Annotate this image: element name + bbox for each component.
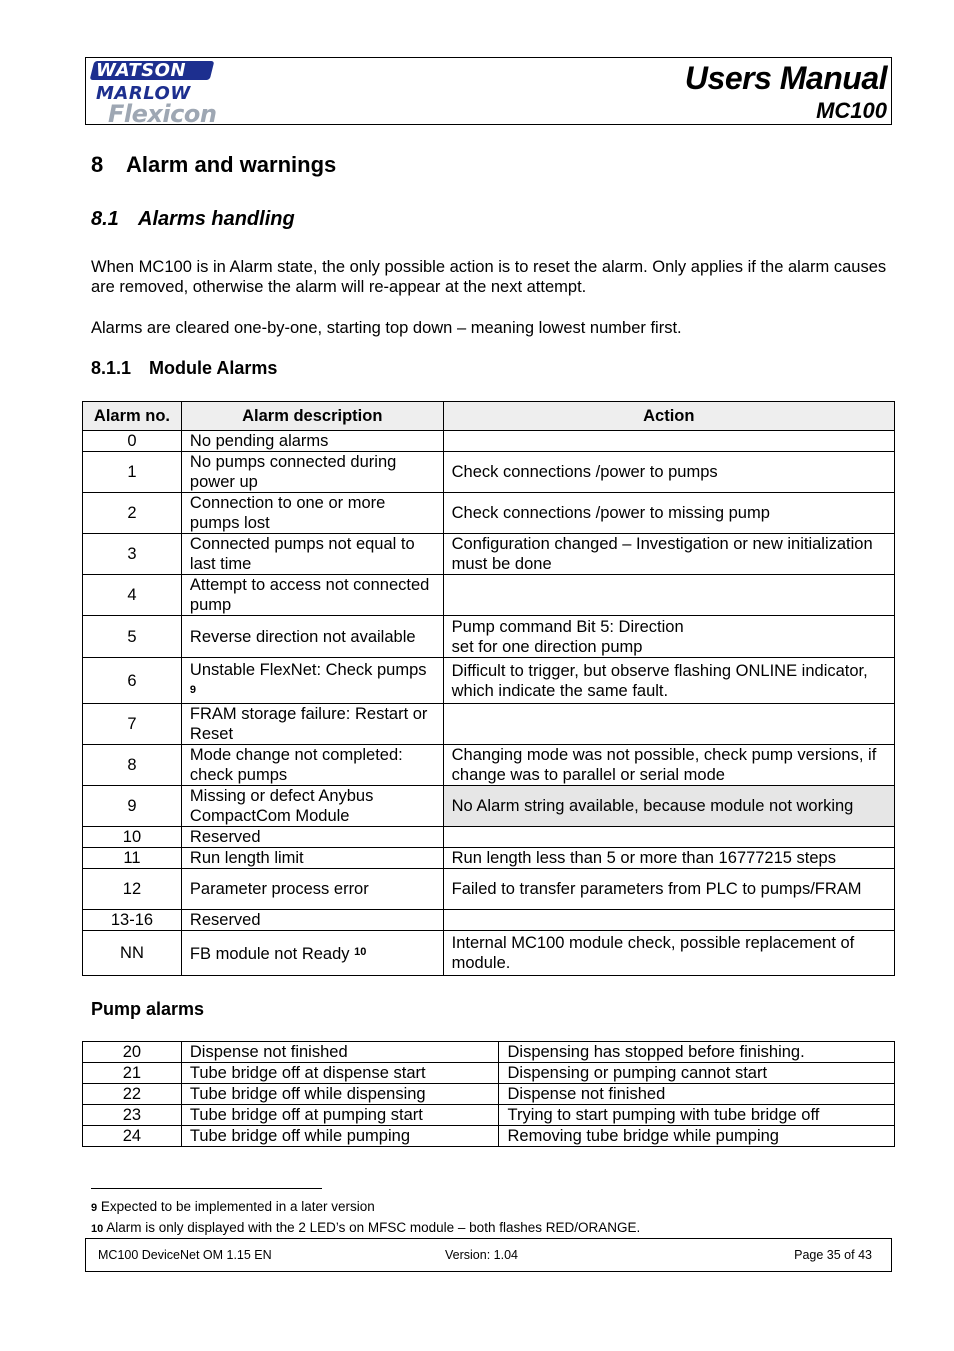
alarm-action-cell: Failed to transfer parameters from PLC to pumps/FRAM: [443, 869, 894, 910]
alarm-number-cell: 11: [83, 848, 182, 869]
alarm-action-cell: [443, 431, 894, 452]
document-id: MC100 DeviceNet OM 1.15 EN: [98, 1248, 272, 1262]
alarm-description-cell: FRAM storage failure: Restart or Reset: [181, 704, 443, 745]
alarm-action-cell: Check connections /power to missing pump: [443, 493, 894, 534]
footnote-9: 9 Expected to be implemented in a later version: [91, 1199, 375, 1214]
alarm-action-cell: Changing mode was not possible, check pump versions, if change was to parallel or serial mode: [443, 745, 894, 786]
column-header: Alarm description: [181, 402, 443, 431]
watson-marlow-flexicon-logo: WATSON MARLOW Flexicon: [90, 60, 220, 124]
manual-subtitle: MC100: [816, 98, 887, 123]
alarm-action-cell: [443, 575, 894, 616]
alarm-action-cell: Dispensing has stopped before finishing.: [499, 1042, 895, 1063]
alarm-action-cell: Dispense not finished: [499, 1084, 895, 1105]
subsection-heading: 8.1 Alarms handling: [91, 208, 295, 230]
alarm-number-cell: NN: [83, 931, 182, 976]
section-heading: 8 Alarm and warnings: [91, 152, 337, 177]
alarm-description-cell: Attempt to access not connected pump: [181, 575, 443, 616]
pump-alarms-table: [82, 1041, 895, 1147]
alarm-description-cell: FB module not Ready $^{10}$: [181, 931, 443, 976]
alarm-description-cell: Reverse direction not available: [181, 616, 443, 658]
table-row: [83, 910, 895, 931]
alarm-action-cell: Configuration changed – Investigation or new initialization must be done: [443, 534, 894, 575]
alarm-action-cell: Trying to start pumping with tube bridge off: [499, 1105, 895, 1126]
alarm-action-cell: Internal MC100 module check, possible replacement of module.: [443, 931, 894, 976]
alarm-description-cell: Unstable FlexNet: Check pumps $^9$: [181, 658, 443, 704]
alarm-description-cell: Tube bridge off while dispensing: [181, 1084, 499, 1105]
alarm-number-cell: 22: [83, 1084, 182, 1105]
module-alarms-heading: 8.1.1 Module Alarms: [91, 358, 278, 378]
footnote-ref: 9: [189, 683, 197, 696]
table-row: [83, 827, 895, 848]
page-header: [85, 57, 892, 128]
clear-order-paragraph: Alarms are cleared one-by-one, starting top down – meaning lowest number first.: [91, 319, 682, 337]
alarm-action-cell: [443, 704, 894, 745]
alarm-number-cell: 23: [83, 1105, 182, 1126]
alarm-description-cell: Parameter process error: [181, 869, 443, 910]
table-row: [83, 1084, 895, 1105]
alarm-description-cell: Dispense not finished: [181, 1042, 499, 1063]
table-row: [83, 658, 895, 704]
table-row: [83, 704, 895, 745]
table-row: [83, 1105, 895, 1126]
alarm-action-cell: Run length less than 5 or more than 16777215 steps: [443, 848, 894, 869]
alarm-description-cell: No pending alarms: [181, 431, 443, 452]
alarm-number-cell: 9: [83, 786, 182, 827]
table-row: [83, 745, 895, 786]
table-row: [83, 869, 895, 910]
alarm-number-cell: 12: [83, 869, 182, 910]
pump-alarms-heading: Pump alarms: [91, 999, 205, 1019]
alarm-number-cell: 5: [83, 616, 182, 658]
module-alarms-table: [82, 401, 895, 976]
alarm-number-cell: 6: [83, 658, 182, 704]
alarm-number-cell: 20: [83, 1042, 182, 1063]
table-row: [83, 848, 895, 869]
footnote-divider: [91, 1188, 322, 1189]
page-footer: [85, 1238, 892, 1272]
alarm-description-cell: Mode change not completed: check pumps: [181, 745, 443, 786]
alarm-number-cell: 13-16: [83, 910, 182, 931]
alarm-number-cell: 24: [83, 1126, 182, 1147]
page-number: Page 35 of 43: [794, 1248, 872, 1262]
alarm-number-cell: 10: [83, 827, 182, 848]
table-row: [83, 431, 895, 452]
table-row: [83, 1126, 895, 1147]
table-row: [83, 616, 895, 658]
alarm-action-cell: Dispensing or pumping cannot start: [499, 1063, 895, 1084]
alarm-description-cell: Tube bridge off at dispense start: [181, 1063, 499, 1084]
column-header: Alarm no.: [83, 402, 182, 431]
table-header-row: [83, 402, 895, 431]
alarm-action-cell: [443, 910, 894, 931]
table-row: [83, 786, 895, 827]
manual-title: Users Manual: [684, 60, 887, 96]
alarm-action-cell: Removing tube bridge while pumping: [499, 1126, 895, 1147]
table-row: [83, 1063, 895, 1084]
column-header: Action: [443, 402, 894, 431]
alarm-number-cell: 2: [83, 493, 182, 534]
table-row: [83, 931, 895, 976]
alarm-description-cell: Connection to one or more pumps lost: [181, 493, 443, 534]
table-row: [83, 452, 895, 493]
table-row: [83, 575, 895, 616]
alarm-number-cell: 0: [83, 431, 182, 452]
alarm-action-cell: Difficult to trigger, but observe flashing ONLINE indicator, which indicate the same fault.: [443, 658, 894, 704]
alarm-action-cell: Check connections /power to pumps: [443, 452, 894, 493]
alarm-action-cell: [443, 827, 894, 848]
alarm-number-cell: 3: [83, 534, 182, 575]
footnote-ref: 10: [354, 946, 367, 958]
alarm-description-cell: Run length limit: [181, 848, 443, 869]
intro-paragraph: When MC100 is in Alarm state, the only possible action is to reset the alarm. Only applies if the alarm causes are removed, otherwise the alarm will re-appear at the next attempt.: [91, 258, 887, 296]
table-row: [83, 1042, 895, 1063]
alarm-number-cell: 7: [83, 704, 182, 745]
document-version: Version: 1.04: [445, 1248, 518, 1262]
alarm-action-cell: No Alarm string available, because module not working: [443, 786, 894, 827]
alarm-number-cell: 4: [83, 575, 182, 616]
table-row: [83, 493, 895, 534]
alarm-description-cell: Tube bridge off while pumping: [181, 1126, 499, 1147]
table-row: [83, 534, 895, 575]
alarm-description-cell: Reserved: [181, 827, 443, 848]
alarm-description-cell: Reserved: [181, 910, 443, 931]
footnote-10: 10 Alarm is only displayed with the 2 LED’s on MFSC module – both flashes RED/ORANGE.: [91, 1220, 641, 1235]
alarm-number-cell: 8: [83, 745, 182, 786]
alarm-description-cell: Connected pumps not equal to last time: [181, 534, 443, 575]
alarm-description-cell: Tube bridge off at pumping start: [181, 1105, 499, 1126]
alarm-description-cell: No pumps connected during power up: [181, 452, 443, 493]
alarm-number-cell: 21: [83, 1063, 182, 1084]
alarm-number-cell: 1: [83, 452, 182, 493]
alarm-action-cell: Pump command Bit 5: Direction set for one direction pump: [443, 616, 894, 658]
alarm-description-cell: Missing or defect Anybus CompactCom Module: [181, 786, 443, 827]
